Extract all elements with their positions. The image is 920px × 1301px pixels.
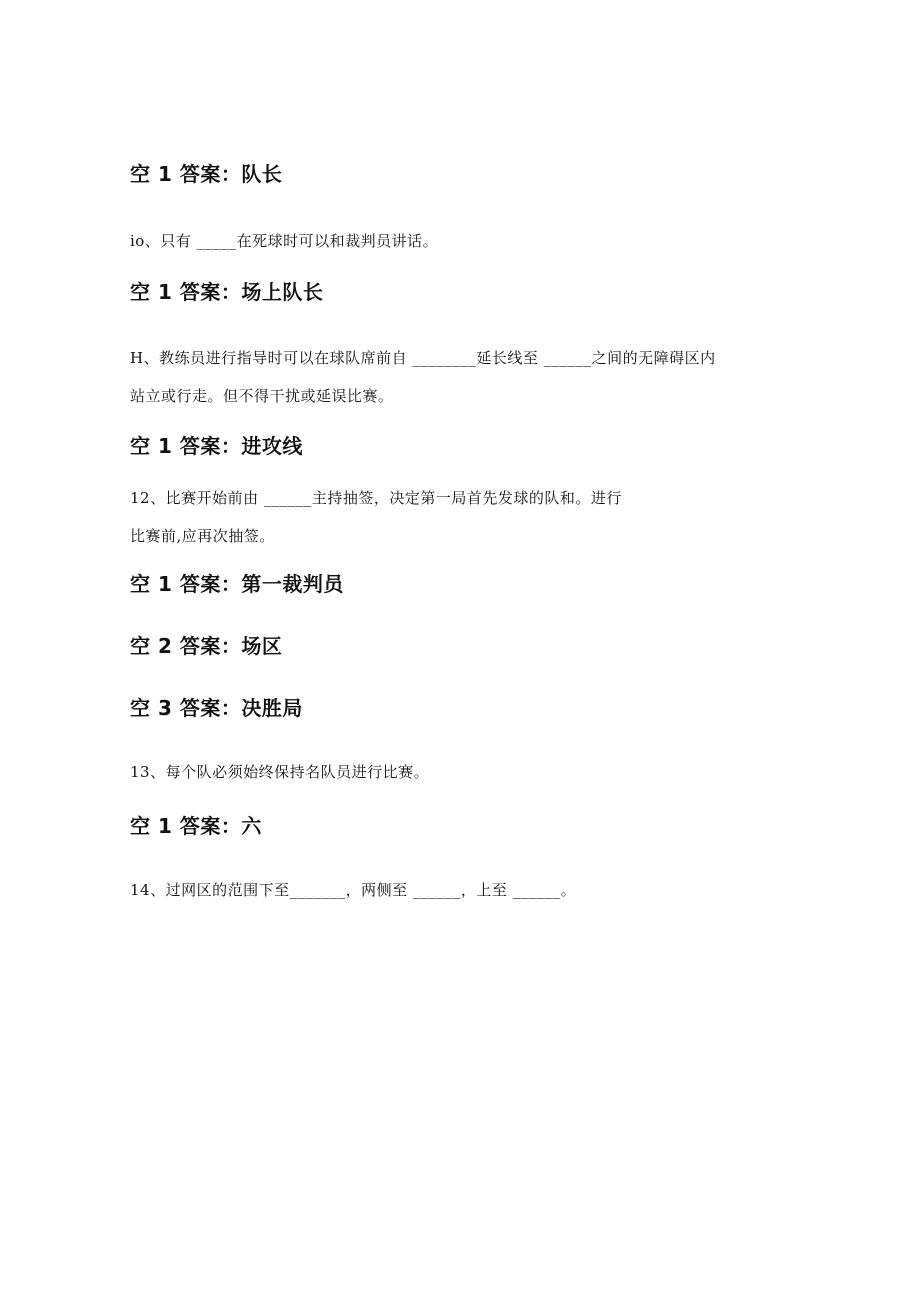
question-item xyxy=(130,880,576,900)
question-line: 14、过网区的范围下至_______，两侧至 ______，上至 ______。 xyxy=(130,881,577,899)
question-item xyxy=(130,231,438,251)
question-item xyxy=(130,762,429,782)
answer-line: 空 1 答案：队长 xyxy=(130,162,283,186)
question-line: 站立或行走。但不得干扰或延误比赛。 xyxy=(130,387,394,405)
question-line: io、只有 _____在死球时可以和裁判员讲话。 xyxy=(130,232,439,250)
question-line: H、教练员进行指导时可以在球队席前自 ________延长线至 ______之间的无障碍区内 xyxy=(130,349,716,367)
answer-line: 空 3 答案：决胜局 xyxy=(130,696,303,720)
answer-line: 空 1 答案：六 xyxy=(130,814,262,838)
answer-line: 空 1 答案：进攻线 xyxy=(130,434,303,458)
answer-line: 空 1 答案：第一裁判员 xyxy=(130,572,344,596)
question-item xyxy=(130,348,716,406)
question-line: 比赛前,应再次抽签。 xyxy=(130,527,275,545)
question-line: 13、每个队必须始终保持名队员进行比赛。 xyxy=(130,763,430,781)
question-item xyxy=(130,488,622,546)
answer-line: 空 2 答案：场区 xyxy=(130,634,283,658)
answer-line: 空 1 答案：场上队长 xyxy=(130,280,324,304)
question-line: 12、比赛开始前由 ______主持抽签，决定第一局首先发球的队和。进行 xyxy=(130,489,622,507)
